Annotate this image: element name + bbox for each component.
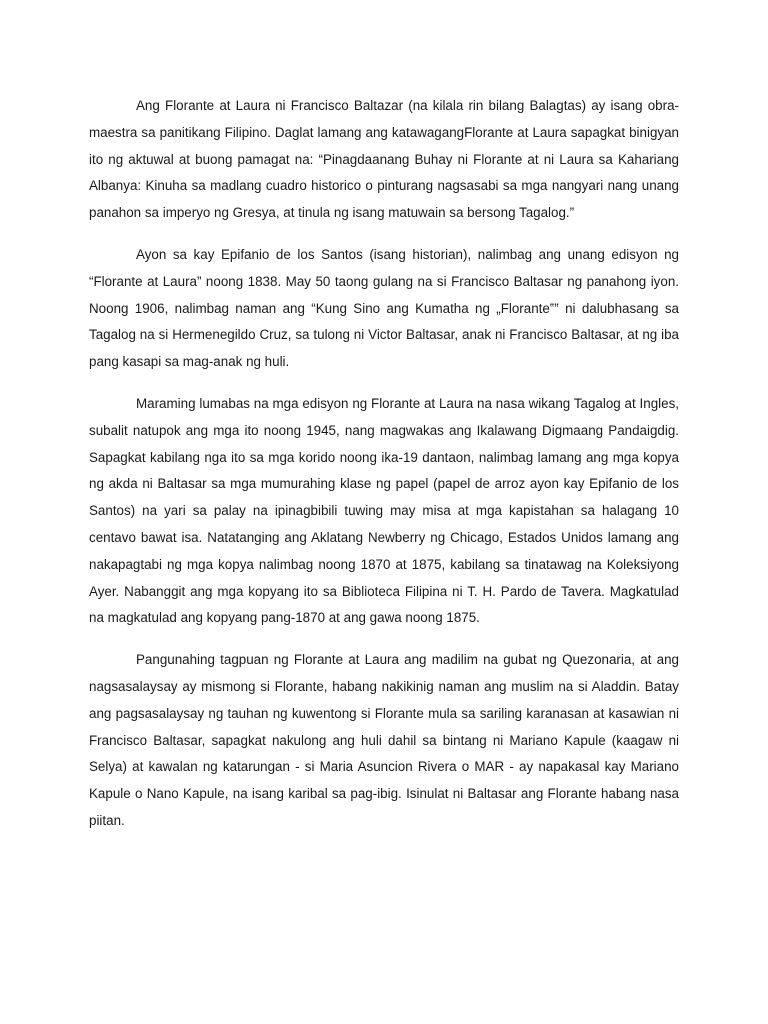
paragraph-3: Maraming lumabas na mga edisyon ng Florante at Laura na nasa wikang Tagalog at Ingles, subalit natupok ang mga ito noong 1945, nang magwakas ang Ikalawang Digmaang Pandaigdig. Sapagkat kabilang nga ito sa mga korido noong ika-19 dantaon, nalimbag lamang ang mga kopya ng akda ni Baltasar sa mga mumurahing klase ng papel (papel de arroz ayon kay Epifanio de los Santos) na yari sa palay na ipinagbibili tuwing may misa at mga kapistahan sa halagang 10 centavo bawat isa. Natatanging ang Aklatang Newberry ng Chicago, Estados Unidos lamang ang nakapagtabi ng mga kopya nalimbag noong 1870 at 1875, kabilang sa tinatawag na Koleksiyong Ayer. Nabanggit ang mga kopyang ito sa Biblioteca Filipina ni T. H. Pardo de Tavera. Magkatulad na magkatulad ang kopyang pang-1870 at ang gawa noong 1875. — [89, 395, 679, 626]
paragraph-1: Ang Florante at Laura ni Francisco Baltazar (na kilala rin bilang Balagtas) ay isang obra-maestra sa panitikang Filipino. Daglat lamang ang katawagangFlorante at Laura sapagkat binigyan ito ng aktuwal at buong pamagat na: “Pinagdaanang Buhay ni Florante at ni Laura sa Kahariang Albanya: Kinuha sa madlang cuadro historico o pinturang nagsasabi sa mga nangyari nang unang panahon sa imperyo ng Gresya, at tinula ng isang matuwain sa bersong Tagalog.” — [89, 98, 679, 221]
document-body — [89, 93, 679, 850]
paragraph-2: Ayon sa kay Epifanio de los Santos (isang historian), nalimbag ang unang edisyon ng “Florante at Laura” noong 1838. May 50 taong gulang na si Francisco Baltasar ng panahong iyon. Noong 1906, nalimbag naman ang “Kung Sino ang Kumatha ng „Florante‟” ni dalubhasang sa Tagalog na si Hermenegildo Cruz, sa tulong ni Victor Baltasar, anak ni Francisco Baltasar, at ng iba pang kasapi sa mag-anak ng huli. — [89, 246, 679, 370]
paragraph-4: Pangunahing tagpuan ng Florante at Laura ang madilim na gubat ng Quezonaria, at ang nagsasalaysay ay mismong si Florante, habang nakikinig naman ang muslim na si Aladdin. Batay ang pagsasalaysay ng tauhan ng kuwentong si Florante mula sa sariling karanasan at kasawian ni Francisco Baltasar, sapagkat nakulong ang huli dahil sa bintang ni Mariano Kapule (kaagaw ni Selya) at kawalan ng katarungan - si Maria Asuncion Rivera o MAR - ay napakasal kay Mariano Kapule o Nano Kapule, na isang karibal sa pag-ibig. Isinulat ni Baltasar ang Florante habang nasa piitan. — [89, 652, 679, 828]
